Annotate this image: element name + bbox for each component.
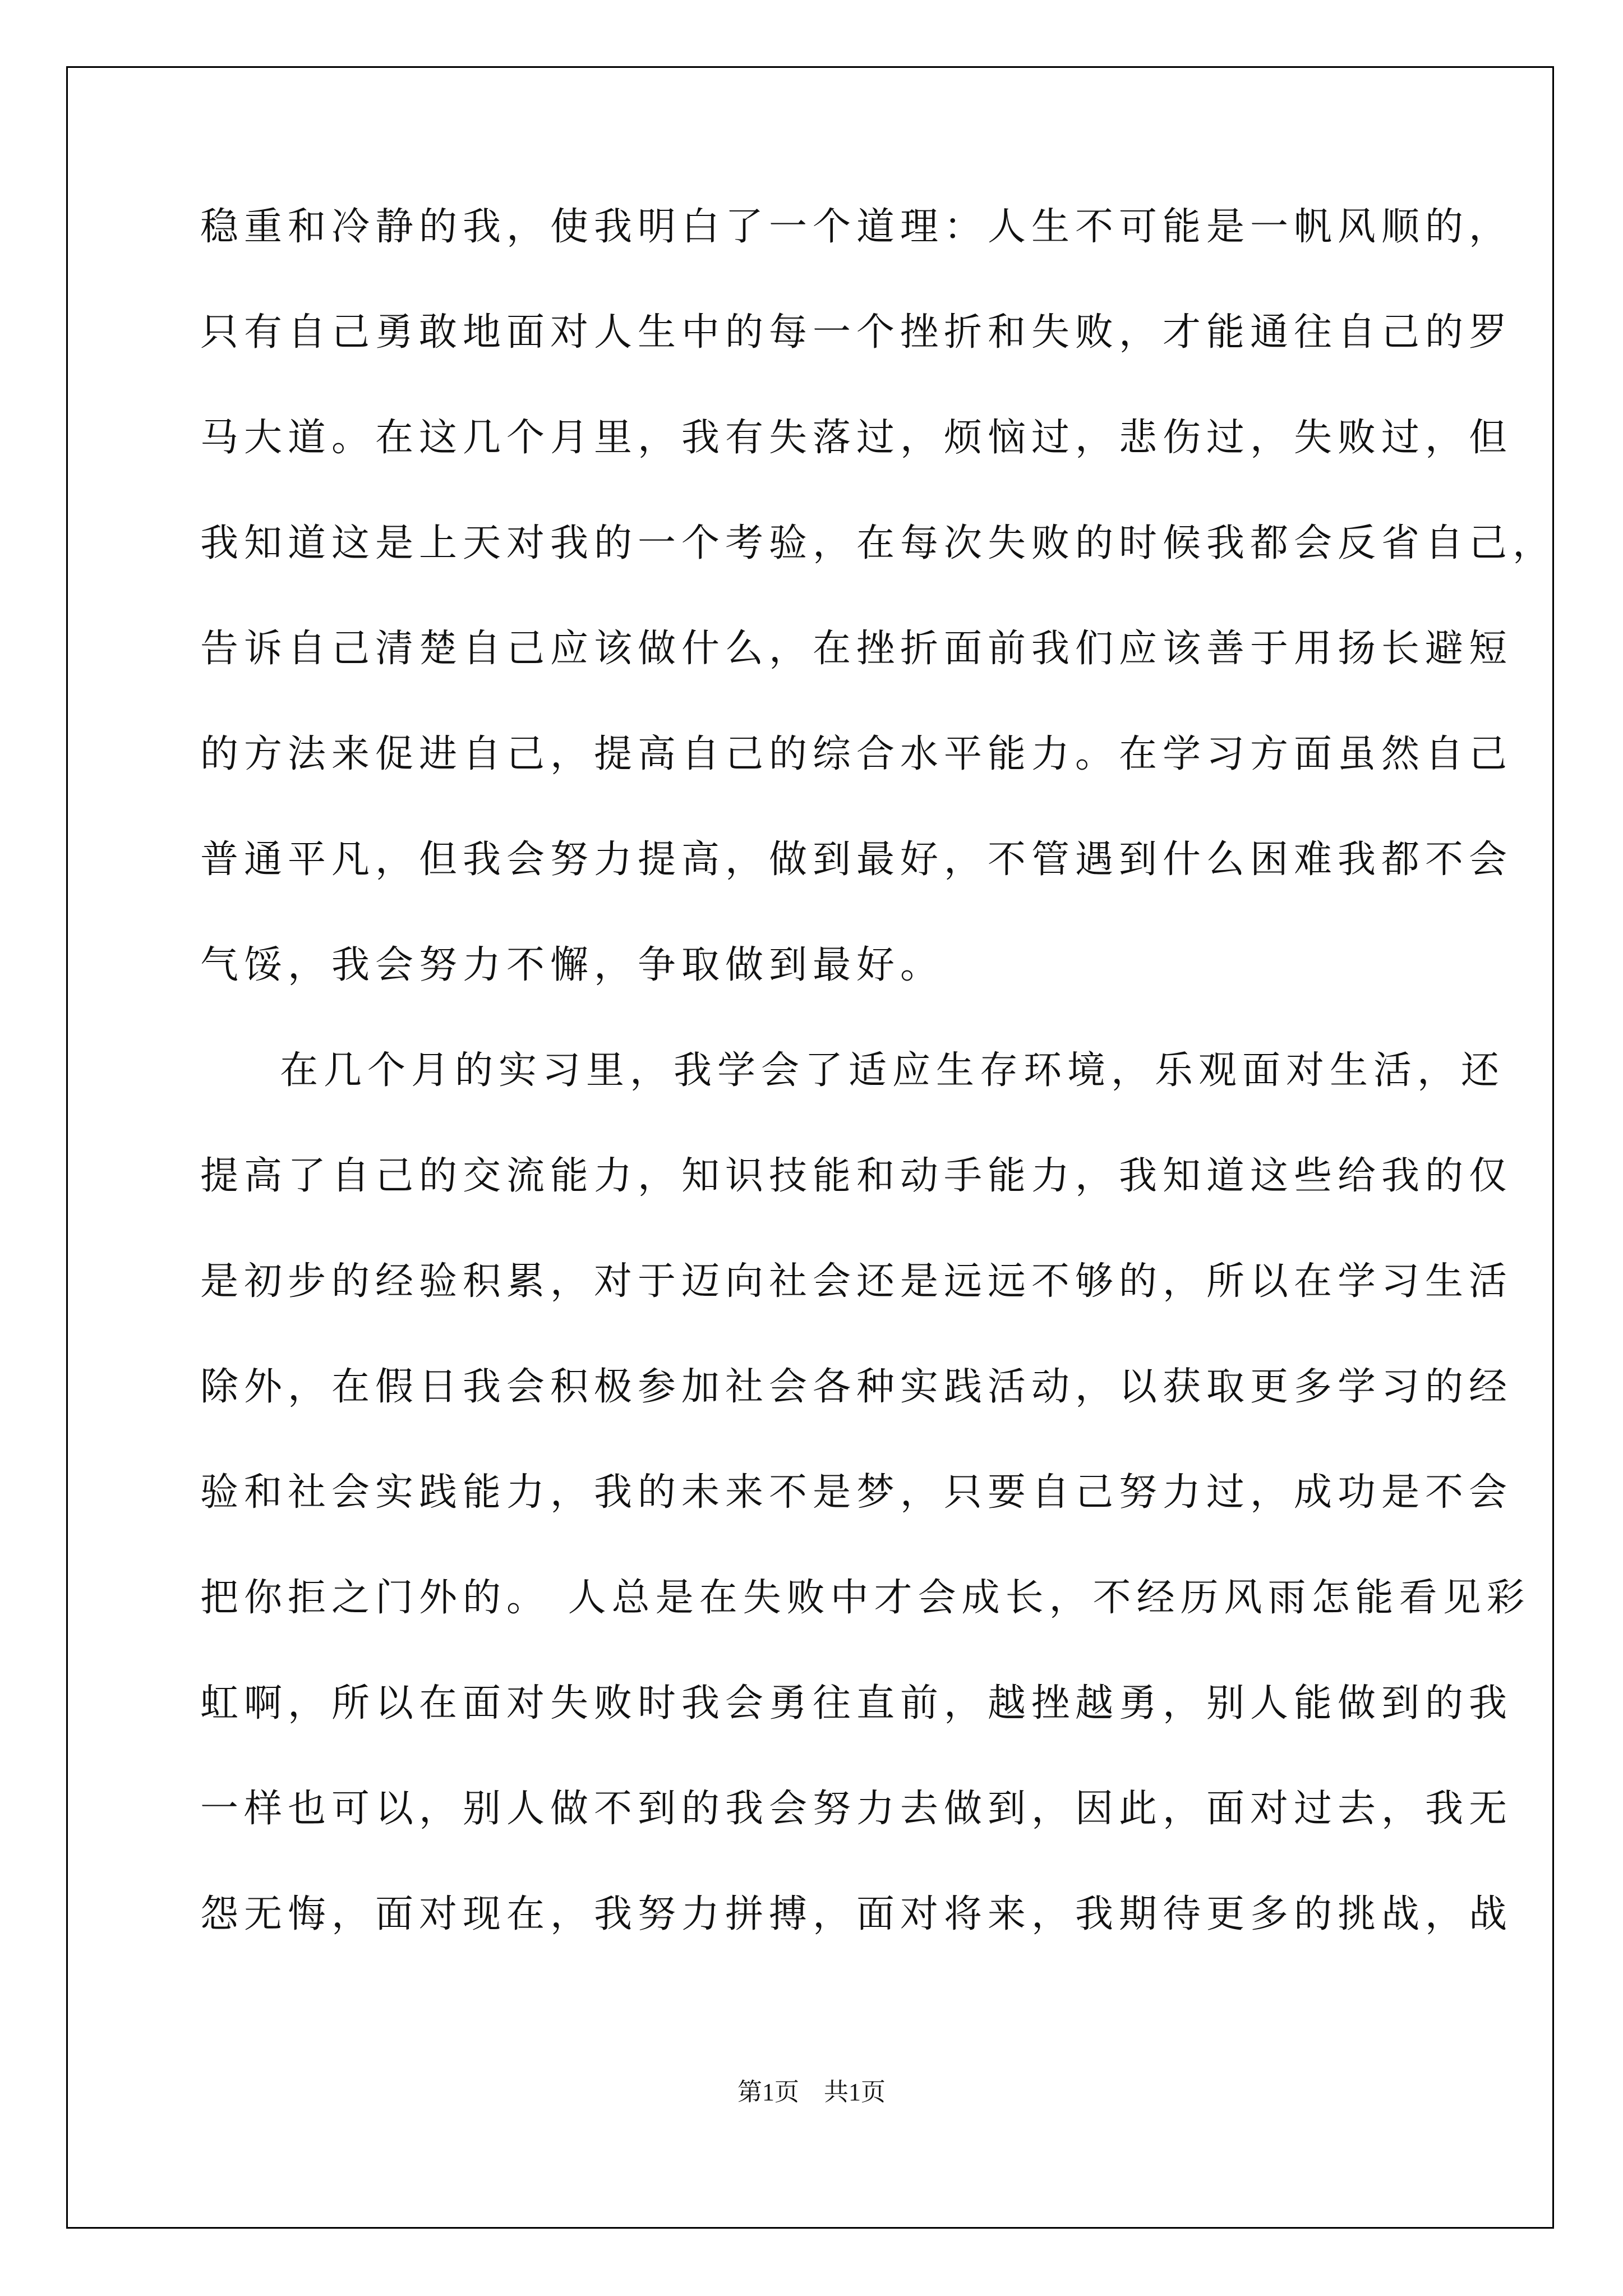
text-line: 只有自己勇敢地面对人生中的每一个挫折和失败，才能通往自己的罗 [200,310,1513,355]
text-line: 除外，在假日我会积极参加社会各种实践活动，以获取更多学习的经 [200,1365,1513,1409]
text-line: 告诉自己清楚自己应该做什么，在挫折面前我们应该善于用扬长避短 [200,627,1513,671]
text-line: 虹啊，所以在面对失败时我会勇往直前，越挫越勇，别人能做到的我 [200,1681,1513,1726]
text-line: 一样也可以，别人做不到的我会努力去做到，因此，面对过去，我无 [200,1787,1513,1831]
text-line: 普通平凡，但我会努力提高，做到最好，不管遇到什么困难我都不会 [200,838,1513,882]
page-footer: 第1页 共1页 [737,2078,886,2106]
text-line: 稳重和冷静的我，使我明白了一个道理：人生不可能是一帆风顺的， [200,205,1513,249]
text-line: 马大道。在这几个月里，我有失落过，烦恼过，悲伤过，失败过，但 [200,416,1513,460]
text-line: 气馁，我会努力不懈，争取做到最好。 [200,943,944,987]
text-line: 把你拒之门外的。 人总是在失败中才会成长，不经历风雨怎能看见彩 [200,1576,1530,1620]
text-line: 是初步的经验积累，对于迈向社会还是远远不够的，所以在学习生活 [200,1259,1513,1304]
text-line: 的方法来促进自己，提高自己的综合水平能力。在学习方面虽然自己 [200,732,1513,776]
text-line: 提高了自己的交流能力，知识技能和动手能力，我知道这些给我的仅 [200,1154,1513,1198]
text-line: 验和社会实践能力，我的未来不是梦，只要自己努力过，成功是不会 [200,1470,1513,1515]
paragraph-first-line: 在几个月的实习里，我学会了适应生存环境，乐观面对生活，还 [280,1048,1505,1093]
text-line: 我知道这是上天对我的一个考验，在每次失败的时候我都会反省自己， [200,521,1557,565]
text-line: 怨无悔，面对现在，我努力拼搏，面对将来，我期待更多的挑战，战 [200,1892,1513,1936]
